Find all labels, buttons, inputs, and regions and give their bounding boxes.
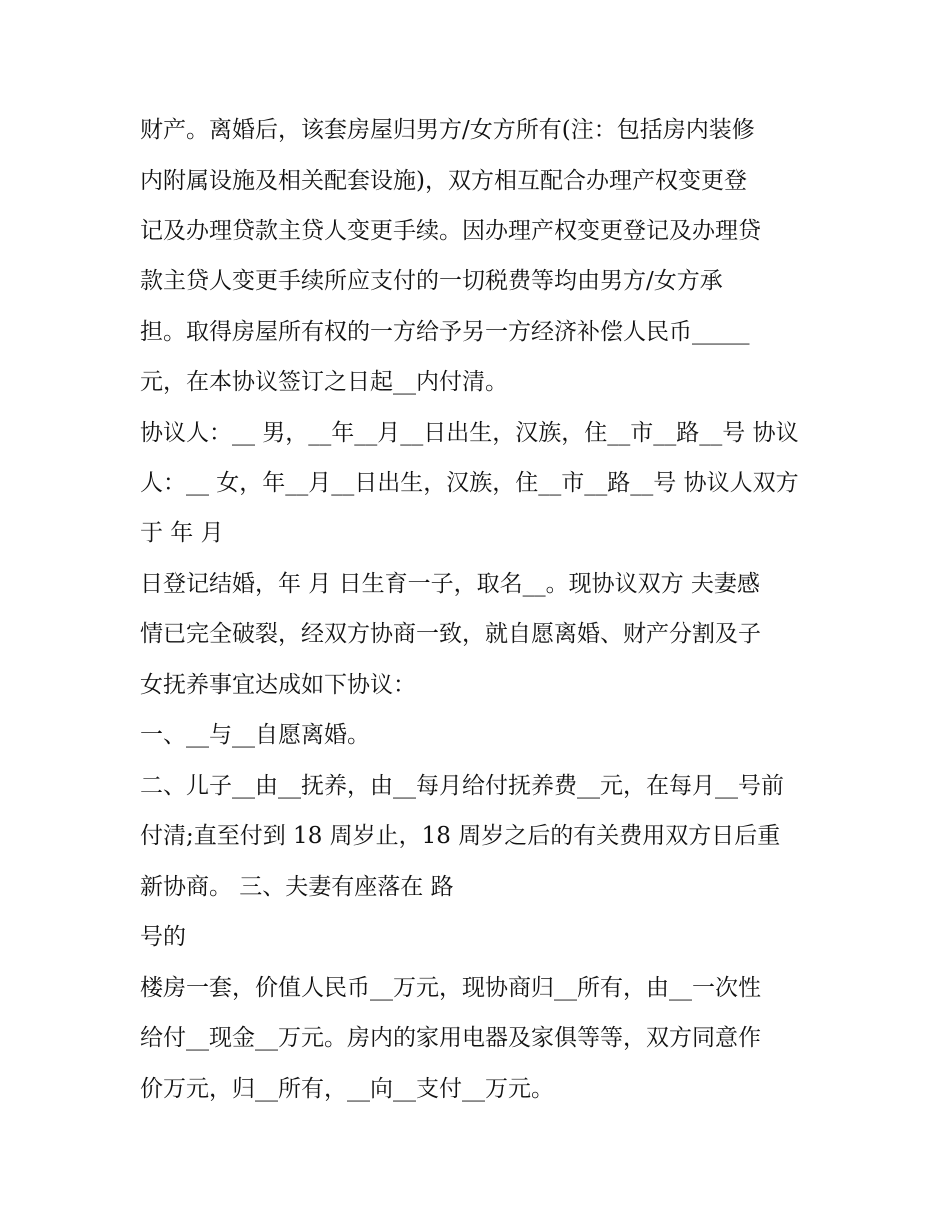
text-line: 款主贷人变更手续所应支付的一切税费等均由男方/女方承 bbox=[140, 268, 723, 294]
text-line: 担。取得房屋所有权的一方给予另一方经济补偿人民币_____ bbox=[140, 319, 750, 345]
text-line: 楼房一套，价值人民币__万元，现协商归__所有，由__一次性 bbox=[140, 975, 761, 1001]
text-line: 元，在本协议签订之日起__内付清。 bbox=[140, 369, 508, 395]
text-line: 付清;直至付到 18 周岁止，18 周岁之后的有关费用双方日后重 bbox=[140, 823, 781, 849]
text-line: 给付__现金__万元。房内的家用电器及家俱等等，双方同意作 bbox=[140, 1025, 761, 1051]
text-line: 号的 bbox=[140, 924, 186, 950]
text-line: 内附属设施及相关配套设施)，双方相互配合办理产权变更登 bbox=[140, 168, 747, 194]
text-line: 新协商。 三、夫妻有座落在 路 bbox=[140, 874, 454, 900]
text-line: 一、__与__自愿离婚。 bbox=[140, 722, 370, 748]
text-line: 情已完全破裂，经双方协商一致，就自愿离婚、财产分割及子 bbox=[140, 621, 761, 647]
text-line: 人：__ 女，年__月__日出生，汉族，住__市__路__号 协议人双方 bbox=[140, 470, 799, 496]
text-line: 财产。离婚后，该套房屋归男方/女方所有(注：包括房内装修 bbox=[140, 117, 755, 143]
text-line: 女抚养事宜达成如下协议： bbox=[140, 672, 416, 698]
text-line: 日登记结婚，年 月 日生育一子，取名__。现协议双方 夫妻感 bbox=[140, 571, 760, 597]
text-line: 于 年 月 bbox=[140, 520, 224, 546]
text-line: 记及办理贷款主贷人变更手续。因办理产权变更登记及办理贷 bbox=[140, 218, 761, 244]
text-line: 价万元，归__所有，__向__支付__万元。 bbox=[140, 1076, 554, 1102]
text-line: 二、儿子__由__抚养，由__每月给付抚养费__元，在每月__号前 bbox=[140, 773, 784, 799]
text-line: 协议人：__ 男，__年__月__日出生，汉族，住__市__路__号 协议 bbox=[140, 420, 799, 446]
